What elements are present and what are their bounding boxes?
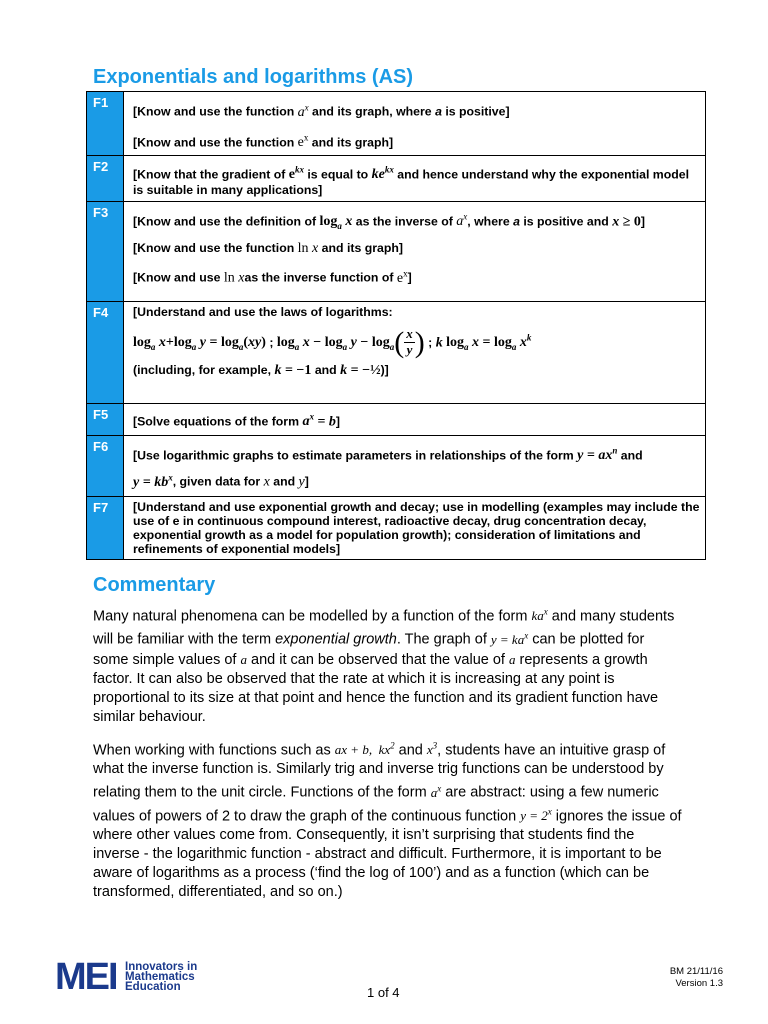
row-description: [Know and use the function $a^x$ and its graph, where a is positive] [Know and use the function $e^x$ and its graph] [124, 92, 706, 156]
commentary-paragraph-1: Many natural phenomena can be modelled by a function of the form $ka^x$ and many students will be familiar with the term exponential growth. The graph of $y = ka^x$ can be plotted for some simple values of a and it can be observed that the value of a represents a growth factor. It can also be observed that the rate at which it is increasing at any point is proportional to its size at that point and hence the function and its gradient function have similar behaviour. [93, 607, 675, 725]
table-row [87, 201, 706, 301]
table-row [87, 301, 706, 403]
row-code: F6 [87, 435, 124, 496]
row-description: [Understand and use the laws of logarithms: $\log_a x+\log_a$ $y = \log_a(xy)$ ; $\log_a x - \log_a y - \log_a$( $\frac{x}{y}$ ) ; k $\log_a x = \log_a x^k$ (including, for example, k = −1 and k = −½)] [124, 301, 706, 403]
commentary-heading: Commentary [93, 574, 216, 596]
logo-text: Innovators in Mathematics Education [125, 961, 198, 993]
mei-logo [55, 956, 198, 998]
table-row [87, 92, 706, 156]
document-version [670, 966, 723, 990]
version-label: Version 1.3 [675, 978, 723, 989]
table-row [87, 435, 706, 496]
row-description: [Know and use the definition of $\log_a x$ as the inverse of $a^x$, where a is positive and x ≥ 0] [Know and use the function ln x and its graph] [Know and use ln xas the inverse function of $e^x$] [124, 201, 706, 301]
row-code: F7 [87, 496, 124, 560]
row-code: F1 [87, 92, 124, 156]
row-description: [Understand and use exponential growth and decay; use in modelling (examples may include the use of e in continuous compound interest, radioactive decay, drug concentration decay, exponential growth as a model for population growth); consideration of limitations and refinements of exponential models] [124, 496, 706, 560]
table-row [87, 403, 706, 435]
row-code: F4 [87, 301, 124, 403]
commentary-paragraph-2: When working with functions such as ax + b, $kx^2$ and $x^3$, students have an intuitive grasp of what the inverse function is. Similarly trig and inverse trig functions can be understood by relating them to the unit circle. Functions of the form $a^x$ are abstract: using a few numeric values of powers of 2 to draw the graph of the continuous function $y = 2^x$ ignores the issue of where other values come from. Consequently, it isn’t surprising that students find the inverse - the logarithmic function - abstract and difficult. Furthermore, it is important to be aware of logarithms as a process (‘find the log of 100’) and as a function (which can be transformed, differentiated, and so on.) [93, 741, 682, 900]
logo-mark: MEI [55, 956, 117, 998]
specification-table [86, 91, 706, 560]
row-description: [Solve equations of the form $a^x = b$] [124, 403, 706, 435]
page-title: Exponentials and logarithms (AS) [93, 66, 414, 88]
row-code: F5 [87, 403, 124, 435]
row-description: [Use logarithmic graphs to estimate parameters in relationships of the form $y = ax^n$ and $y = kb^x$, given data for x and y] [124, 435, 706, 496]
page-number: 1 of 4 [367, 985, 400, 1000]
table-row [87, 496, 706, 560]
row-code: F3 [87, 201, 124, 301]
document-code: BM 21/11/16 [669, 966, 723, 977]
row-code: F2 [87, 155, 124, 201]
table-row [87, 155, 706, 201]
row-description: [Know that the gradient of $e^{kx}$ is equal to $ke^{kx}$ and hence understand why the exponential model is suitable in many applications] [124, 155, 706, 201]
